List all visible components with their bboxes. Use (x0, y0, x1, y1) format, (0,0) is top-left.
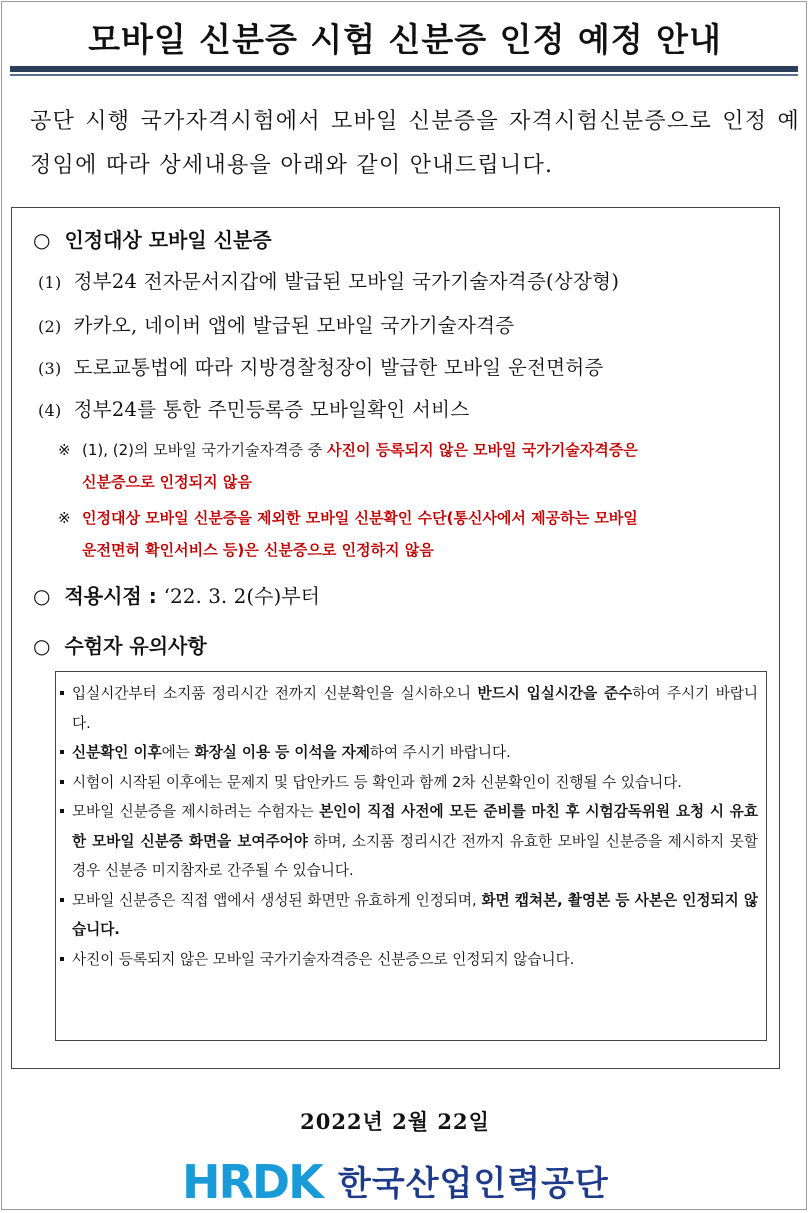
reference-mark-icon: ※ (58, 509, 71, 527)
list-item: 모바일 신분증은 직접 앱에서 생성된 화면만 유효하게 인정되며, 화면 캡쳐본, 촬영본 등 사본은 인정되지 않습니다. (66, 886, 758, 945)
intro-paragraph: 공단 시행 국가자격시험에서 모바일 신분증을 자격시험신분증으로 인정 예정임에 따라 상세내용을 아래와 같이 안내드립니다. (30, 109, 800, 178)
footer-logo (182, 1152, 609, 1208)
item-number: (1) (38, 273, 62, 292)
item-text: 도로교통법에 따라 지방경찰청장이 발급한 모바일 운전면허증 (73, 356, 604, 379)
eligible-item-2 (38, 310, 514, 338)
note-warning-line1: 인정대상 모바일 신분증을 제외한 모바일 신분확인 수단(통신사에서 제공하는 모바일 (82, 509, 638, 527)
section-eligible-title: 인정대상 모바일 신분증 (64, 228, 272, 252)
note-excluded-methods (58, 502, 770, 566)
circle-bullet-icon: ○ (33, 228, 51, 252)
item-text: 정부24 전자문서지갑에 발급된 모바일 국가기술자격증(상장형) (73, 270, 620, 293)
title-underline-thin (10, 74, 798, 76)
note-warning-line1: 사진이 등록되지 않은 모바일 국가기술자격증은 (327, 441, 638, 459)
item-text: 정부24를 통한 주민등록증 모바일확인 서비스 (73, 398, 470, 421)
effective-date-value: ‘22. 3. 2(수)부터 (163, 584, 320, 608)
circle-bullet-icon: ○ (33, 634, 51, 658)
list-item: 입실시간부터 소지품 정리시간 전까지 신분확인을 실시하오니 반드시 입실시간을 준수하여 주시기 바랍니다. (66, 679, 758, 738)
effective-date-label: 적용시점 : (64, 584, 157, 608)
logo-text: HRDK (182, 1155, 322, 1206)
item-number: (2) (38, 317, 62, 336)
candidate-notes-list (66, 679, 758, 974)
list-item: 사진이 등록되지 않은 모바일 국가기술자격증은 신분증으로 인정되지 않습니다. (66, 945, 758, 975)
eligible-item-3 (38, 352, 604, 380)
section-candidate-notes-heading (33, 630, 207, 659)
item-text: 카카오, 네이버 앱에 발급된 모바일 국가기술자격증 (73, 314, 515, 337)
list-item: 모바일 신분증을 제시하려는 수험자는 본인이 직접 사전에 모든 준비를 마친 후 시험감독위원 요청 시 유효한 모바일 신분증 화면을 보여주어야 하며, 소지품 정리시간 전까지 유효한 모바일 신분증을 제시하지 못할 경우 신분증 미지참자로 간주될 수 있습니다. (66, 797, 758, 886)
note-warning-line2: 운전면허 확인서비스 등)은 신분증으로 인정하지 않음 (82, 541, 434, 559)
hrdk-logo-icon (182, 1154, 332, 1206)
page-title: 모바일 신분증 시험 신분증 인정 예정 안내 (88, 20, 722, 59)
candidate-notes-title: 수험자 유의사항 (64, 634, 207, 658)
org-name: 한국산업인력공단 (338, 1163, 609, 1204)
document-date: 2022년 2월 22일 (300, 1109, 490, 1134)
section-eligible-heading (33, 224, 272, 253)
note-photo-required (58, 434, 770, 498)
note-prefix: (1), (2)의 모바일 국가기술자격증 중 (82, 441, 327, 459)
list-item: 신분확인 이후에는 화장실 이용 등 이석을 자제하여 주시기 바랍니다. (66, 738, 758, 768)
note-warning-line2: 신분증으로 인정되지 않음 (82, 473, 252, 491)
eligible-item-4 (38, 394, 469, 422)
section-effective-date (33, 580, 320, 609)
list-item: 시험이 시작된 이후에는 문제지 및 답안카드 등 확인과 함께 2차 신분확인이 진행될 수 있습니다. (66, 768, 758, 798)
title-underline-thick (10, 66, 798, 72)
item-number: (4) (38, 401, 62, 420)
eligible-item-1 (38, 266, 619, 294)
circle-bullet-icon: ○ (33, 584, 51, 608)
reference-mark-icon: ※ (58, 441, 71, 459)
item-number: (3) (38, 359, 62, 378)
